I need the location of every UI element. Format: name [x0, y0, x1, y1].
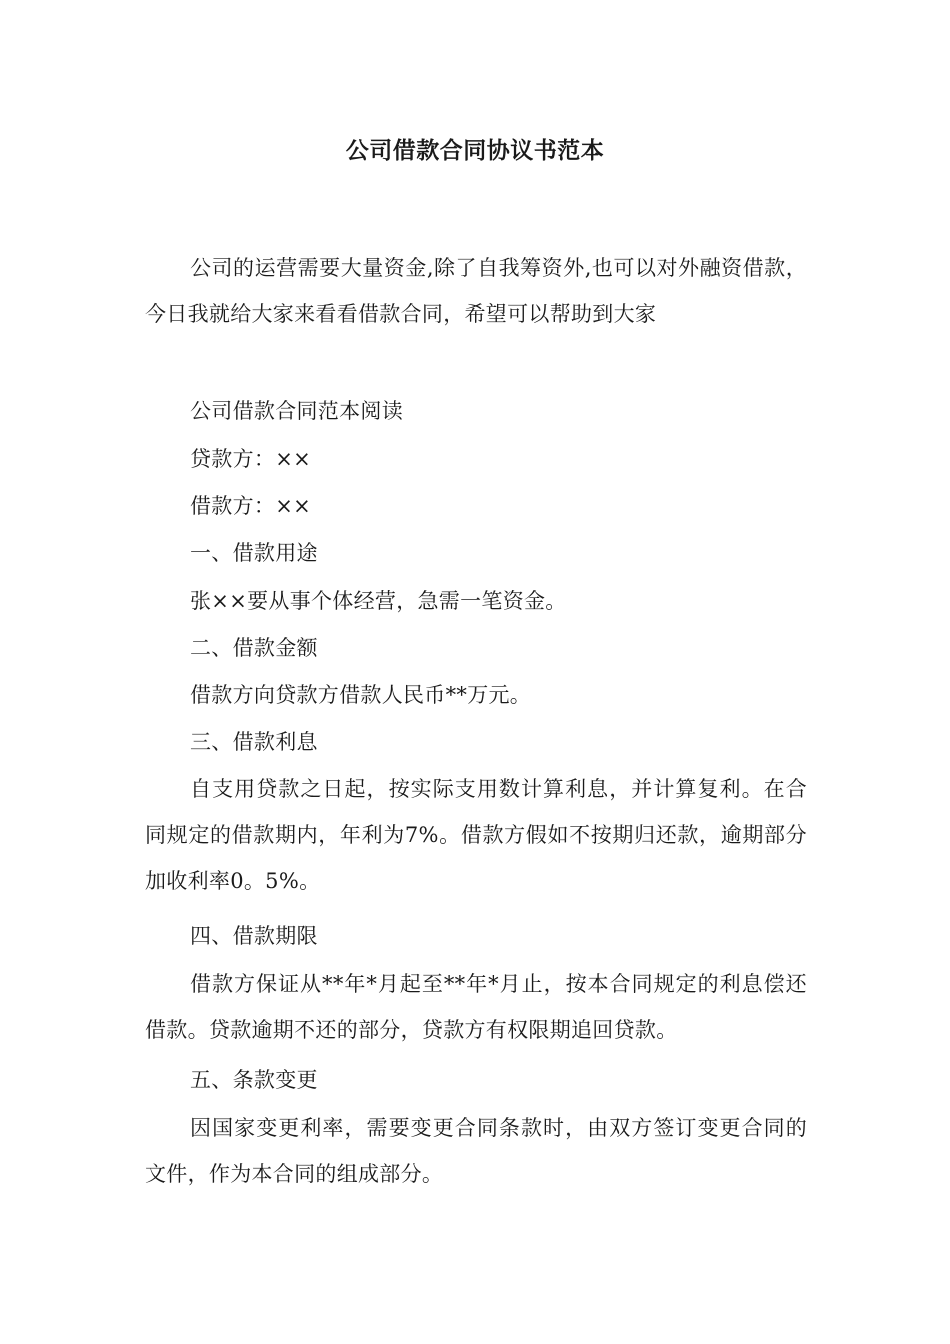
intro-paragraph: 公司的运营需要大量资金,除了自我筹资外,也可以对外融资借款，今日我就给大家来看看借款合同，希望可以帮助到大家: [145, 256, 807, 326]
section-text-interest: 自支用贷款之日起，按实际支用数计算利息，并计算复利。在合同规定的借款期内，年利为7%。借款方假如不按期归还款，逾期部分加收利率0。5%。: [145, 777, 807, 893]
section-heading-changes: 五、条款变更: [190, 1068, 318, 1092]
section-heading-amount: 二、借款金额: [190, 636, 318, 660]
section-text-term: 借款方保证从**年*月起至**年*月止，按本合同规定的利息偿还借款。贷款逾期不还的部分，贷款方有权限期追回贷款。: [145, 972, 807, 1042]
section-text-amount: 借款方向贷款方借款人民币**万元。: [190, 683, 532, 707]
section-text-purpose: 张××要从事个体经营，急需一笔资金。: [190, 589, 567, 613]
document-title: 公司借款合同协议书范本: [345, 138, 605, 164]
section-heading-purpose: 一、借款用途: [190, 541, 318, 565]
borrower-line: 借款方：××: [190, 494, 311, 518]
lender-line: 贷款方：××: [190, 447, 311, 471]
section-heading-interest: 三、借款利息: [190, 730, 318, 754]
section-text-changes: 因国家变更利率，需要变更合同条款时，由双方签订变更合同的文件，作为本合同的组成部分。: [145, 1116, 807, 1186]
section-heading-term: 四、借款期限: [190, 924, 318, 948]
subheading: 公司借款合同范本阅读: [190, 399, 403, 423]
